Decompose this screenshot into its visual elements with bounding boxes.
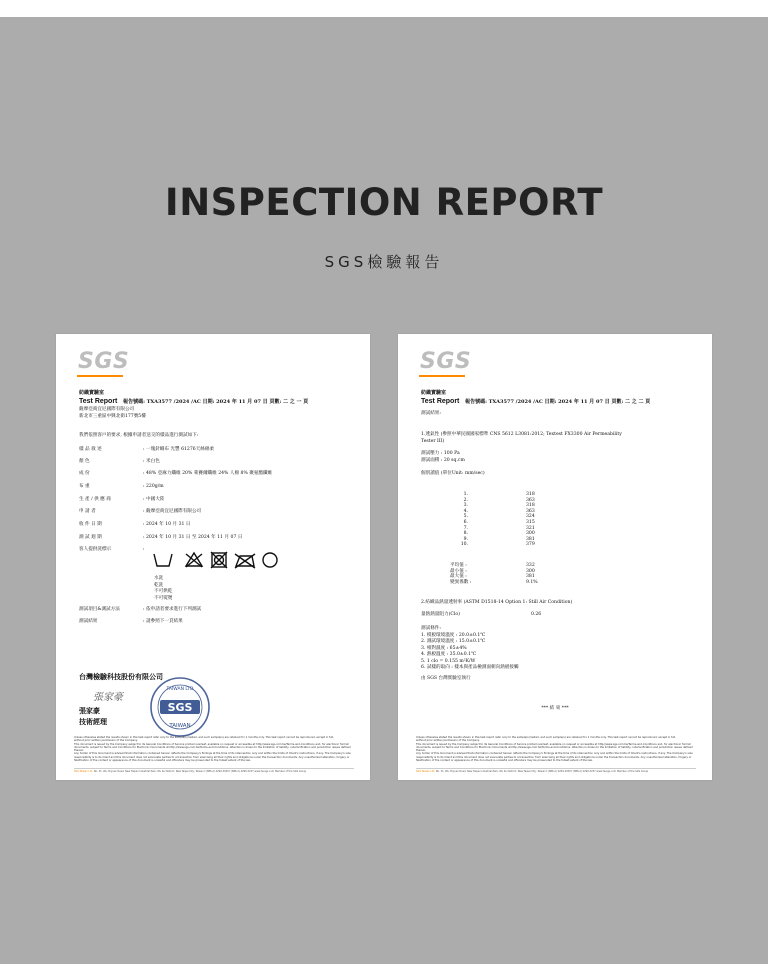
report-label: Test Report: [421, 398, 460, 405]
results-label: 測試結果:: [421, 411, 441, 416]
no-bleach-icon: [186, 553, 202, 567]
report-meta: 報告號碼: TXA3577 /2024 /AC 日期: 2024 年 11 月 07 日: [465, 399, 610, 405]
method-row: 測試項目&測試方法 : 依申請者要求進行下列測試: [79, 607, 202, 612]
footer: SGS Taiwan Ltd. No. 31, Wu Chyuan Road, New Taipei Industrial Park, Wu Ku District, New Taipei City, Taiwan t (886-2) 2299-3939 f (886-2) 2299-3237 www.tw.sgs.com Member of the SGS Group: [74, 768, 354, 773]
page-count: 頁數: 二 之 一 頁: [269, 399, 309, 405]
logo-underline: [419, 375, 465, 377]
field-row: 生 產 / 供 應 商 : 中國大陸: [79, 497, 165, 502]
stat-row: 變異係數 : 9.1%: [450, 579, 538, 585]
no-iron-icon: [235, 554, 255, 568]
field-row: 樣 品 敘 述 : 一塊針織布 光豐 61276天絲棉柔: [79, 447, 215, 452]
handwritten-signature: 張家豪: [93, 692, 123, 703]
sgs-logo: SGS: [78, 349, 130, 374]
table-row: 9. 381: [463, 536, 535, 542]
lab-name: 紡織實驗室: [79, 390, 105, 396]
field-row: 顏 色 : 米白色: [79, 459, 160, 464]
field-row: 客人提供洗標示 :: [79, 547, 145, 552]
page-count: 頁數: 二 之 二 頁: [611, 399, 651, 405]
footer: SGS Taiwan Ltd. No. 31, Wu Chyuan Road, New Taipei Industrial Park, Wu Ku District, New Taipei City, Taiwan t (886-2) 2299-3939 f (886-2) 2299-3237 www.tw.sgs.com Member of the SGS Group: [416, 768, 696, 773]
table-row: 3. 318: [463, 503, 535, 509]
fine-print: Unless otherwise stated the results shown in this test report refer only to the sample(s) tested, and such sample(s) are retained for 1 months only. This test report cannot be reproduced, except in full, without prior written permission of the Company. This document is issued by the Company subject to its General Conditions of Service printed overleaf, available on request or accessible at http://www.sgs.com.tw/Terms-and-Conditions and, for electronic format documents, subject to Terms and Conditions for Electronic Documents at http://www.sgs.com.tw/Terms-and-Conditions. Attention is drawn to the limitation of liability, indemnification and jurisdiction issues defined therein. Any holder of this document is advised that information contained hereon reflects the Company's findings at the time of its intervention only and within the limits of Client's instructions, if any. The Company's sole responsibility is to its Client and this document does not exonerate parties to a transaction from exercising all their rights and obligations under the transaction documents. Any unauthorized alteration, forgery or falsification of the content or appearance of this document is unlawful and offenders may be prosecuted to the fullest extent of the law.: [416, 736, 693, 763]
field-row: 布 重 : 220g/m: [79, 484, 164, 489]
table-row: 6. 315: [463, 519, 535, 525]
end-marker: *** 結 束 ***: [541, 706, 569, 711]
no-tumble-dry-icon: [211, 552, 227, 568]
signer-name: 張家豪: [79, 706, 100, 715]
clo-row: 量熱熱量阻力(Clo) 0.26: [421, 612, 542, 617]
stat-row: 最小值 : 300: [450, 568, 535, 574]
result-row: 測試結果 : 請參照下一頁結果: [79, 619, 183, 624]
stat-row: 平均值 : 332: [450, 563, 535, 568]
report-header: [79, 398, 359, 405]
page-title: INSPECTION REPORT: [164, 181, 604, 224]
field-row: 收 件 日 期 : 2024 年 10 月 31 日: [79, 522, 191, 527]
page-subtitle: SGS檢驗報告: [324, 253, 444, 271]
logo-underline: [77, 375, 123, 377]
report-header: [421, 398, 701, 405]
readings-table: [450, 492, 535, 548]
table-row: 8. 300: [463, 531, 535, 537]
field-row: 申 請 者 : 薩摩亞商宜尼國際有限公司: [79, 509, 202, 514]
field-row: 成 份 : 48% 亞麻力纖維 20% 萊賽爾纖維 24% 人棉 8% 聚氨酯纖維: [79, 471, 273, 476]
unit-label: 個別讀值 (單位Unit: mm/sec): [421, 471, 485, 476]
test-1-params: 測試壓力 : 100 Pa 測試面積 : 20 sq.cm: [421, 451, 465, 463]
table-row: 4. 363: [463, 508, 535, 514]
wash-icon: [154, 554, 172, 566]
report-label: Test Report: [79, 398, 118, 405]
field-row: 測 試 週 期 : 2024 年 10 月 31 日 至 2024 年 11 月 07 日: [79, 535, 243, 540]
lab-name: 紡織實驗室: [421, 390, 447, 396]
care-text: 水洗 乾洗 不可烘乾 不可熨燙: [154, 576, 173, 601]
test-2-title: 2.紡織品熱量透射率 (ASTM D1518-14 Option 1: Still Air Condition): [421, 600, 573, 605]
test-1-title: 1.透氣性 (參照中華民國國家標準 CNS 5612 L3081:2012; Textest FX3300 Air Permeability Tester III): [421, 432, 622, 444]
stamp-top-text: TAIWAN LTD: [166, 687, 194, 692]
table-row: 2. 363: [463, 497, 535, 503]
table-row: 7. 321: [463, 525, 535, 531]
conditions-block: 測試條件: 1. 模板環境溫度 : 20.0±0.1℃ 2. 測試環境溫度 : 15.0±0.1℃ 3. 相對濕度 : 65±4% 4. 熱板溫度 : 35.0±0.1℃ 5. 1 clo = 0.155 m²K/W 6. 試樣的取向 : 樣本與產品檢測面朝向熱板接觸 由 SGS 台灣實驗室執行: [421, 626, 519, 681]
report-meta: 報告號碼: TXA3577 /2024 /AC 日期: 2024 年 11 月 07 日: [123, 399, 268, 405]
table-row: 10. 379: [460, 542, 535, 548]
applicant-block: [79, 407, 146, 420]
intro-text: 我們依照客戶的要求, 根據申請者送交的樣品進行測試如下:: [79, 433, 199, 438]
report-page-1: [56, 334, 370, 780]
applicant-address: 新北市三重區中興北街177號5樓: [79, 413, 146, 419]
report-page-2: [398, 334, 712, 780]
stamp-label: SGS: [167, 701, 193, 714]
stat-row: 最大值 : 381: [450, 574, 535, 580]
table-row: 1. 318: [463, 492, 535, 497]
fine-print: Unless otherwise stated the results shown in this test report refer only to the sample(s) tested, and such sample(s) are retained for 1 months only. This test report cannot be reproduced, except in full, without prior written permission of the Company. This document is issued by the Company subject to its General Conditions of Service printed overleaf, available on request or accessible at http://www.sgs.com.tw/Terms-and-Conditions and, for electronic format documents, subject to Terms and Conditions for Electronic Documents at http://www.sgs.com.tw/Terms-and-Conditions. Attention is drawn to the limitation of liability, indemnification and jurisdiction issues defined therein. Any holder of this document is advised that information contained hereon reflects the Company's findings at the time of its intervention only and within the limits of Client's instructions, if any. The Company's sole responsibility is to its Client and this document does not exonerate parties to a transaction from exercising all their rights and obligations under the transaction documents. Any unauthorized alteration, forgery or falsification of the content or appearance of this document is unlawful and offenders may be prosecuted to the fullest extent of the law.: [74, 736, 351, 763]
table-row: 5. 324: [463, 514, 535, 520]
sgs-seal-stamp: [149, 676, 211, 738]
company-name: 台灣檢驗科技股份有限公司: [79, 672, 163, 681]
signer-title: 技術經理: [79, 717, 107, 726]
stamp-bottom-text: TAIWAN: [169, 723, 191, 729]
stats-table: [450, 563, 538, 585]
dry-clean-icon: [263, 553, 277, 567]
sgs-logo: SGS: [420, 349, 472, 374]
applicant-name: 薩摩亞商宜尼國際有限公司: [79, 407, 135, 412]
care-label-icons: [148, 551, 288, 569]
